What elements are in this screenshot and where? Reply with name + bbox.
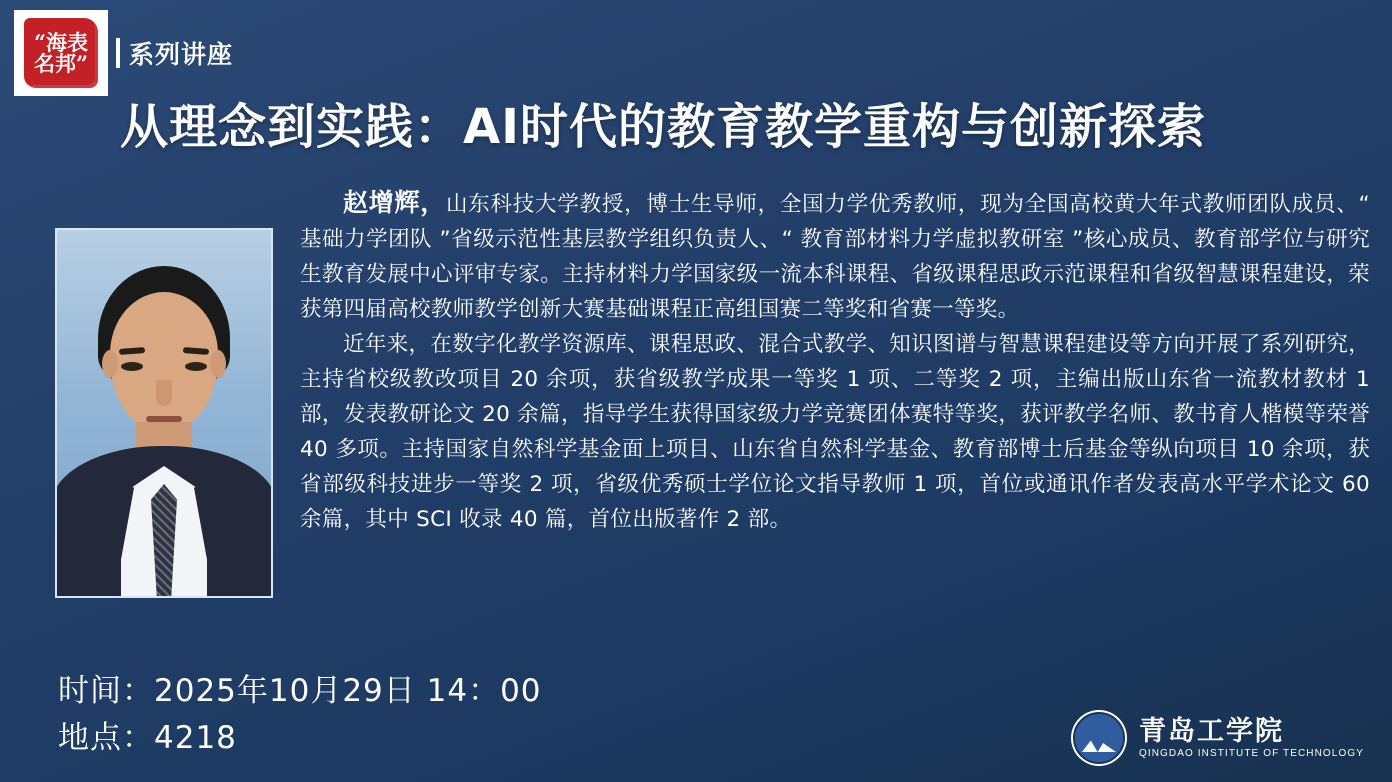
speaker-photo	[55, 228, 273, 598]
event-details	[58, 668, 542, 762]
institute-name-cn: 青岛工学院	[1138, 715, 1284, 747]
bio-text-1: 山东科技大学教授，博士生导师，全国力学优秀教师，现为全国高校黄大年式教师团队成员、“ 基础力学团队 ”省级示范性基层教学组织负责人、“ 教育部材料力学虚拟教研室 ”核心成员、教育部学位与研究生教育发展中心评审专家。主持材料力学国家级一流本科课程、省级课程思政示范课程和省级智慧课程建设，荣获第四届高校教师教学创新大赛基础课程正高组国赛二等奖和省赛一等奖。	[300, 192, 1370, 322]
event-location: 地点：4218	[58, 720, 237, 756]
portrait-face	[110, 292, 218, 430]
seal-logo	[14, 10, 108, 96]
brand-divider	[116, 38, 120, 68]
brand-lockup	[14, 10, 233, 96]
speaker-biography	[300, 185, 1370, 537]
seal-text	[14, 10, 108, 96]
portrait-ear-left	[102, 350, 118, 378]
institute-names	[1139, 717, 1364, 760]
page-title: 从理念到实践：AI时代的教育教学重构与创新探索	[120, 99, 1207, 155]
portrait-eye-right	[185, 362, 207, 371]
event-time: 时间：2025年10月29日 14：00	[58, 673, 542, 709]
bio-paragraph-1	[300, 185, 1370, 327]
bio-paragraph-2: 近年来，在数字化教学资源库、课程思政、混合式教学、知识图谱与智慧课程建设等方向开展了系列研究，主持省校级教改项目 20 余项，获省级教学成果一等奖 1 项、二等奖 2 项，主编出版山东省一流教材教材 1 部，发表教研论文 20 余篇，指导学生获得国家级力学竞赛团体赛特等奖，获评教学名师、教书育人楷模等荣誉 40 多项。主持国家自然科学基金面上项目、山东省自然科学基金、教育部博士后基金等纵向项目 10 余项，获省部级科技进步一等奖 2 项，省级优秀硕士学位论文指导教师 1 项，首位或通讯作者发表高水平学术论文 60 余篇，其中 SCI 收录 40 篇，首位出版著作 2 部。	[300, 332, 1370, 532]
series-label: 系列讲座	[129, 40, 234, 69]
seal-line-2: 名邦”	[33, 51, 89, 76]
mountain-icon	[1082, 736, 1116, 752]
emblem-inner	[1073, 712, 1125, 764]
speaker-name: 赵增辉，	[343, 188, 447, 217]
seal-line-1: “海表	[33, 29, 89, 55]
institute-name-en: QINGDAO INSTITUTE OF TECHNOLOGY	[1138, 748, 1364, 760]
institute-logo	[1071, 710, 1364, 766]
portrait-ear-right	[210, 350, 226, 378]
portrait-nose	[156, 380, 172, 406]
institute-emblem-icon	[1071, 710, 1127, 766]
portrait-eye-left	[121, 362, 143, 371]
